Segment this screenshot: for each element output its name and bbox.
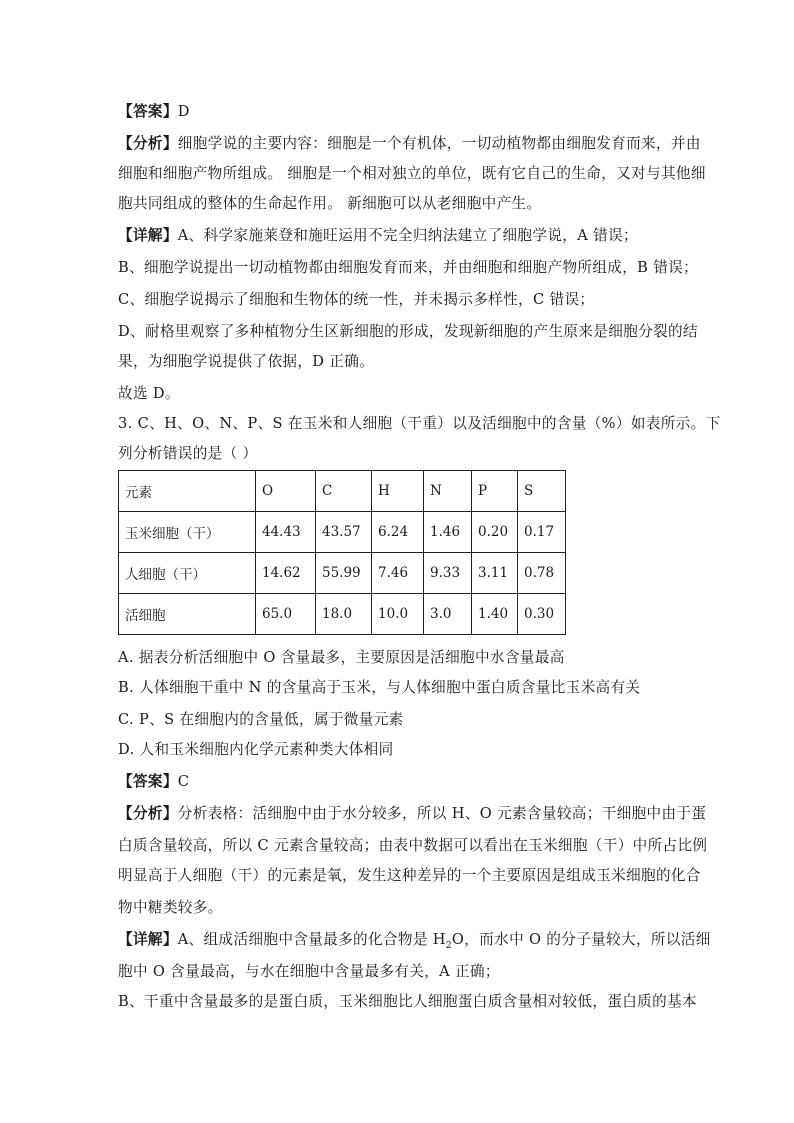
table-cell: 7.46 <box>372 553 424 594</box>
answer-line-q2 <box>118 102 190 122</box>
analysis-line: 明显高于人细胞（干）的元素是氧，发生这种差异的一个主要原因是组成玉米细胞的化合 <box>118 867 701 884</box>
table-header-cell: C <box>316 471 372 512</box>
answer-line-q3 <box>118 772 189 792</box>
table-cell: 18.0 <box>316 594 372 635</box>
option-c: C. P、S 在细胞内的含量低，属于微量元素 <box>118 711 404 728</box>
analysis-line: 【分析】分析表格：活细胞中由于水分较多，所以 H、O 元素含量较高；干细胞中由于蛋 <box>118 805 707 822</box>
table-cell: 0.17 <box>518 512 566 553</box>
detail-line: 果，为细胞学说提供了依据，D 正确。 <box>118 353 375 370</box>
table-cell: 6.24 <box>372 512 424 553</box>
answer-label: 【答案】 <box>118 773 178 790</box>
table-cell: 14.62 <box>256 553 316 594</box>
table-cell: 55.99 <box>316 553 372 594</box>
answer-value: D <box>177 103 190 120</box>
table-cell: 0.30 <box>518 594 566 635</box>
detail-line: C、细胞学说揭示了细胞和生物体的统一性，并未揭示多样性，C 错误； <box>118 291 595 308</box>
analysis-line: 白质含量较高，所以 C 元素含量较高；由表中数据可以看出在玉米细胞（干）中所占比例 <box>118 837 708 854</box>
table-cell: 3.0 <box>424 594 472 635</box>
table-header-cell: O <box>256 471 316 512</box>
question-stem: 列分析错误的是（ ） <box>118 445 258 462</box>
analysis-line: 物中糖类较多。 <box>118 899 223 916</box>
table-cell: 43.57 <box>316 512 372 553</box>
detail-line: 胞中 O 含量最高，与水在细胞中含量最多有关，A 正确； <box>118 963 500 980</box>
table-cell: 9.33 <box>424 553 472 594</box>
table-cell: 1.46 <box>424 512 472 553</box>
table-row <box>119 512 566 553</box>
option-d: D. 人和玉米细胞内化学元素种类大体相同 <box>118 741 394 758</box>
table-row <box>119 553 566 594</box>
table-row <box>119 594 566 635</box>
table-cell: 44.43 <box>256 512 316 553</box>
table-cell: 人细胞（干） <box>119 553 256 594</box>
answer-label: 【答案】 <box>118 103 178 120</box>
table-cell: 3.11 <box>472 553 518 594</box>
analysis-line: 胞共同组成的整体的生命起作用。 新细胞可以从老细胞中产生。 <box>118 195 542 212</box>
detail-line: B、细胞学说提出一切动植物都由细胞发育而来，并由细胞和细胞产物所组成，B 错误； <box>118 259 699 276</box>
subscript: 2 <box>445 940 452 951</box>
table-header-cell: P <box>472 471 518 512</box>
table-cell: 玉米细胞（干） <box>119 512 256 553</box>
detail-line: D、耐格里观察了多种植物分生区新细胞的形成，发现新细胞的产生原来是细胞分裂的结 <box>118 323 698 340</box>
detail-line: 【详解】A、科学家施莱登和施旺运用不完全归纳法建立了细胞学说，A 错误； <box>118 227 638 244</box>
detail-label: 【详解】 <box>118 227 178 244</box>
table-header-cell: 元素 <box>119 471 256 512</box>
option-a: A. 据表分析活细胞中 O 含量最多，主要原因是活细胞中水含量最高 <box>118 649 565 666</box>
table-header-cell: S <box>518 471 566 512</box>
table-header-row <box>119 471 566 512</box>
detail-label: 【详解】 <box>118 931 178 948</box>
detail-line: B、干重中含量最多的是蛋白质，玉米细胞比人细胞蛋白质含量相对较低，蛋白质的基本 <box>118 993 697 1010</box>
answer-value: C <box>177 773 190 790</box>
detail-line: 【详解】A、组成活细胞中含量最多的化合物是 $H_2O$，而水中 O 的分子量较大，所以活细 <box>118 931 711 951</box>
analysis-label: 【分析】 <box>118 135 178 152</box>
table-cell: 1.40 <box>472 594 518 635</box>
table-cell: 活细胞 <box>119 594 256 635</box>
table-cell: 0.20 <box>472 512 518 553</box>
question-stem: 3. C、H、O、N、P、S 在玉米和人细胞（干重）以及活细胞中的含量（%）如表所示。下 <box>118 415 721 432</box>
table-cell: 65.0 <box>256 594 316 635</box>
analysis-line: 【分析】细胞学说的主要内容：细胞是一个有机体，一切动植物都由细胞发育而来，并由 <box>118 135 701 152</box>
option-b: B. 人体细胞干重中 N 的含量高于玉米，与人体细胞中蛋白质含量比玉米高有关 <box>118 679 641 696</box>
table-cell: 10.0 <box>372 594 424 635</box>
table-header-cell: H <box>372 471 424 512</box>
element-content-table <box>118 470 566 635</box>
analysis-label: 【分析】 <box>118 805 178 822</box>
conclusion-line: 故选 D。 <box>118 385 180 402</box>
table-header-cell: N <box>424 471 472 512</box>
table-cell: 0.78 <box>518 553 566 594</box>
analysis-line: 细胞和细胞产物所组成。 细胞是一个相对独立的单位，既有它自己的生命，又对与其他细 <box>118 165 706 182</box>
